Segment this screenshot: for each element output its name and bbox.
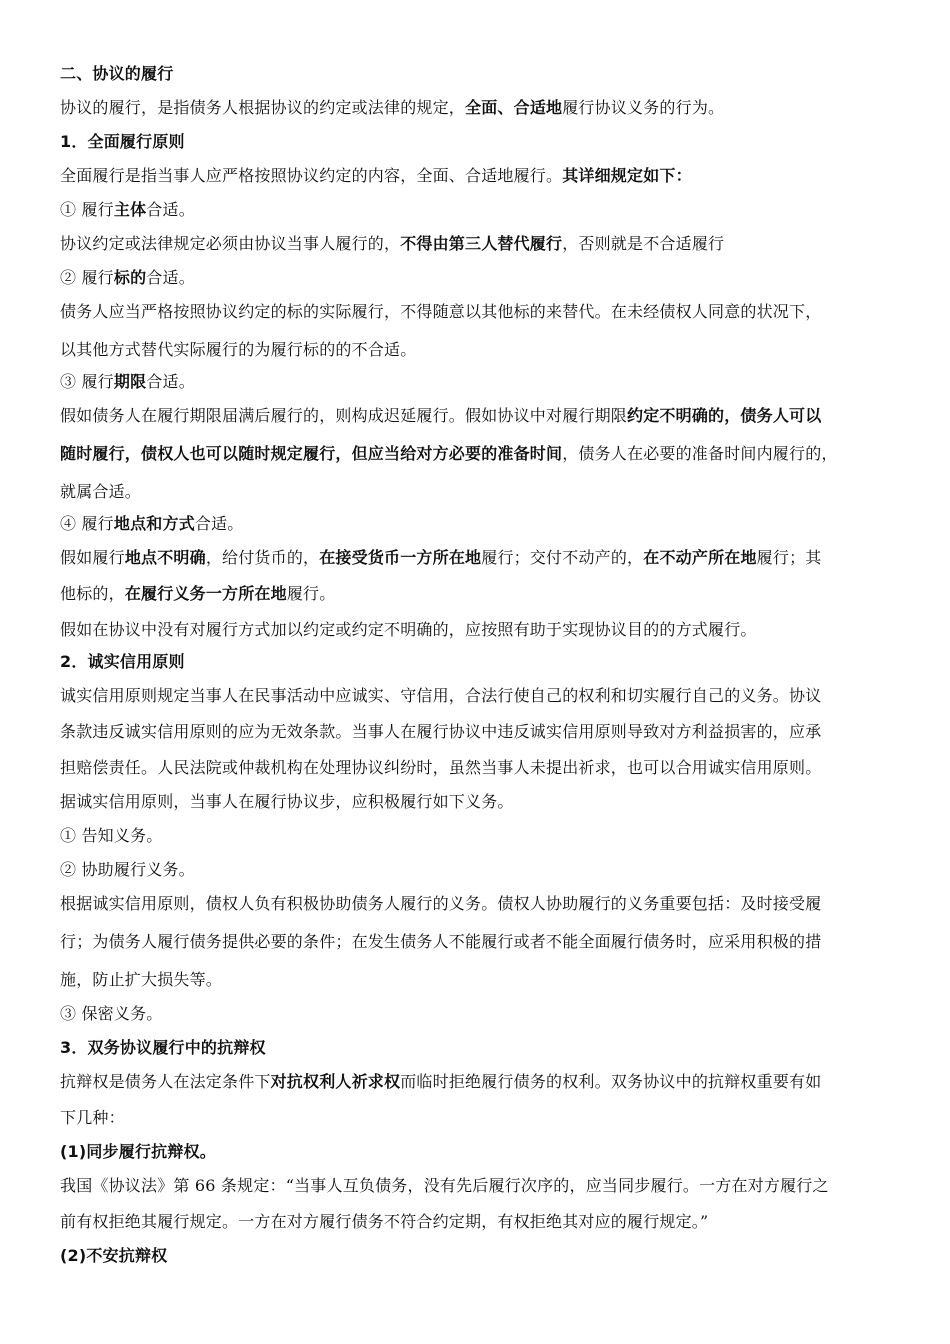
segment: 协议的履行，是指债务人根据协议的约定或法律的规定，: [60, 98, 466, 117]
segment: 而临时拒绝履行债务的权利。双务协议中的抗辩权重要有如: [400, 1072, 822, 1091]
segment: ④ 履行: [60, 514, 114, 533]
segment: ① 履行: [60, 200, 114, 219]
segment: ② 协助履行义务。: [60, 860, 195, 879]
segment-bold: 对抗权利人祈求权: [270, 1072, 401, 1091]
segment: 合适。: [146, 268, 195, 287]
segment: 假如履行: [60, 548, 125, 567]
line-29: [60, 1038, 910, 1058]
segment-bold: 其详细规定如下：: [562, 166, 692, 185]
line-24: [60, 860, 910, 880]
line-31: [60, 1108, 910, 1128]
line-11: [60, 406, 910, 426]
line-33: [60, 1176, 910, 1196]
segment: 就属合适。: [60, 482, 142, 501]
segment: (1)同步履行抗辩权。: [60, 1142, 216, 1161]
line-22: [60, 792, 910, 812]
segment: ③ 履行: [60, 372, 114, 391]
line-20: [60, 722, 910, 742]
segment-bold: 全面、合适地: [465, 98, 563, 117]
segment: 以其他方式替代实际履行的为履行标的的不合适。: [60, 340, 417, 359]
line-3: [60, 132, 910, 152]
segment: 担赔偿责任。人民法院或仲裁机构在处理协议纠纷时，虽然当事人未提出祈求，也可以合用诚实信用原则。: [60, 758, 822, 777]
line-15: [60, 548, 910, 568]
line-1: [60, 64, 910, 84]
segment: 二、协议的履行: [60, 64, 174, 83]
segment: ① 告知义务。: [60, 826, 163, 845]
line-18: [60, 652, 910, 672]
segment: 履行；交付不动产的，: [481, 548, 644, 567]
segment: ③ 保密义务。: [60, 1004, 163, 1023]
line-17: [60, 620, 910, 640]
segment: 施，防止扩大损失等。: [60, 970, 223, 989]
segment: ，给付货币的，: [205, 548, 320, 567]
line-23: [60, 826, 910, 846]
segment: ② 履行: [60, 268, 114, 287]
segment: 行；为债务人履行债务提供必要的条件；在发生债务人不能履行或者不能全面履行债务时，应采用积极的措: [60, 932, 822, 951]
segment: 3．双务协议履行中的抗辩权: [60, 1038, 266, 1057]
line-2: [60, 98, 910, 118]
line-8: [60, 302, 910, 322]
segment: 假如在协议中没有对履行方式加以约定或约定不明确的，应按照有助于实现协议目的的方式履行。: [60, 620, 757, 639]
line-16: [60, 584, 910, 604]
line-35: [60, 1246, 910, 1266]
segment: (2)不安抗辩权: [60, 1246, 168, 1265]
line-34: [60, 1212, 910, 1232]
segment: 协议约定或法律规定必须由协议当事人履行的，: [60, 234, 401, 253]
line-13: [60, 482, 910, 502]
segment: 履行协议义务的行为。: [562, 98, 725, 117]
segment-bold: 地点不明确: [124, 548, 206, 567]
segment: 履行；其: [756, 548, 822, 567]
segment: 下几种：: [60, 1108, 125, 1127]
segment: 我国《协议法》第 66 条规定：“当事人互负债务，没有先后履行次序的，应当同步履行。一方在对方履行之: [60, 1176, 829, 1195]
line-4: [60, 166, 910, 186]
segment: 诚实信用原则规定当事人在民事活动中应诚实、守信用，合法行使自己的权利和切实履行自己的义务。协议: [60, 686, 822, 705]
line-6: [60, 234, 910, 254]
segment: 1．全面履行原则: [60, 132, 185, 151]
line-19: [60, 686, 910, 706]
segment: 他标的，: [60, 584, 125, 603]
line-25: [60, 894, 910, 914]
segment-bold: 主体: [113, 200, 147, 219]
segment: 合适。: [146, 200, 195, 219]
line-9: [60, 340, 910, 360]
segment: 债务人应当严格按照协议约定的标的实际履行，不得随意以其他标的来替代。在未经债权人同意的状况下，: [60, 302, 822, 321]
segment: ，债务人在必要的准备时间内履行的，: [562, 444, 838, 463]
segment: 全面履行是指当事人应严格按照协议约定的内容，全面、合适地履行。: [60, 166, 563, 185]
segment-bold: 随时履行，债权人也可以随时规定履行，但应当给对方必要的准备时间: [60, 444, 563, 463]
segment: 合适。: [146, 372, 195, 391]
segment: 履行。: [286, 584, 336, 603]
line-10: [60, 372, 910, 392]
segment: 假如债务人在履行期限届满后履行的，则构成迟延履行。假如协议中对履行期限: [60, 406, 628, 425]
segment-bold: 地点和方式: [113, 514, 195, 533]
segment: 合适。: [194, 514, 244, 533]
segment: 据诚实信用原则，当事人在履行协议步，应积极履行如下义务。: [60, 792, 514, 811]
segment-bold: 约定不明确的，债务人可以: [627, 406, 822, 425]
line-7: [60, 268, 910, 288]
line-28: [60, 1004, 910, 1024]
line-30: [60, 1072, 910, 1092]
segment: 根据诚实信用原则，债权人负有积极协助债务人履行的义务。债权人协助履行的义务重要包括：及时接受履: [60, 894, 822, 913]
line-32: [60, 1142, 910, 1162]
segment: 抗辩权是债务人在法定条件下: [60, 1072, 271, 1091]
segment-bold: 不得由第三人替代履行: [400, 234, 563, 253]
segment: ，否则就是不合适履行: [562, 234, 725, 253]
line-5: [60, 200, 910, 220]
segment-bold: 期限: [113, 372, 147, 391]
line-26: [60, 932, 910, 952]
segment: 2．诚实信用原则: [60, 652, 185, 671]
segment: 条款违反诚实信用原则的应为无效条款。当事人在履行协议中违反诚实信用原则导致对方利益损害的，应承: [60, 722, 822, 741]
segment-bold: 在履行义务一方所在地: [124, 584, 287, 603]
line-27: [60, 970, 910, 990]
segment-bold: 在不动产所在地: [643, 548, 757, 567]
line-14: [60, 514, 910, 534]
line-12: [60, 444, 910, 464]
segment-bold: 标的: [113, 268, 147, 287]
line-21: [60, 758, 910, 778]
segment: 前有权拒绝其履行规定。一方在对方履行债务不符合约定期，有权拒绝其对应的履行规定。”: [60, 1212, 709, 1231]
segment-bold: 在接受货币一方所在地: [319, 548, 482, 567]
